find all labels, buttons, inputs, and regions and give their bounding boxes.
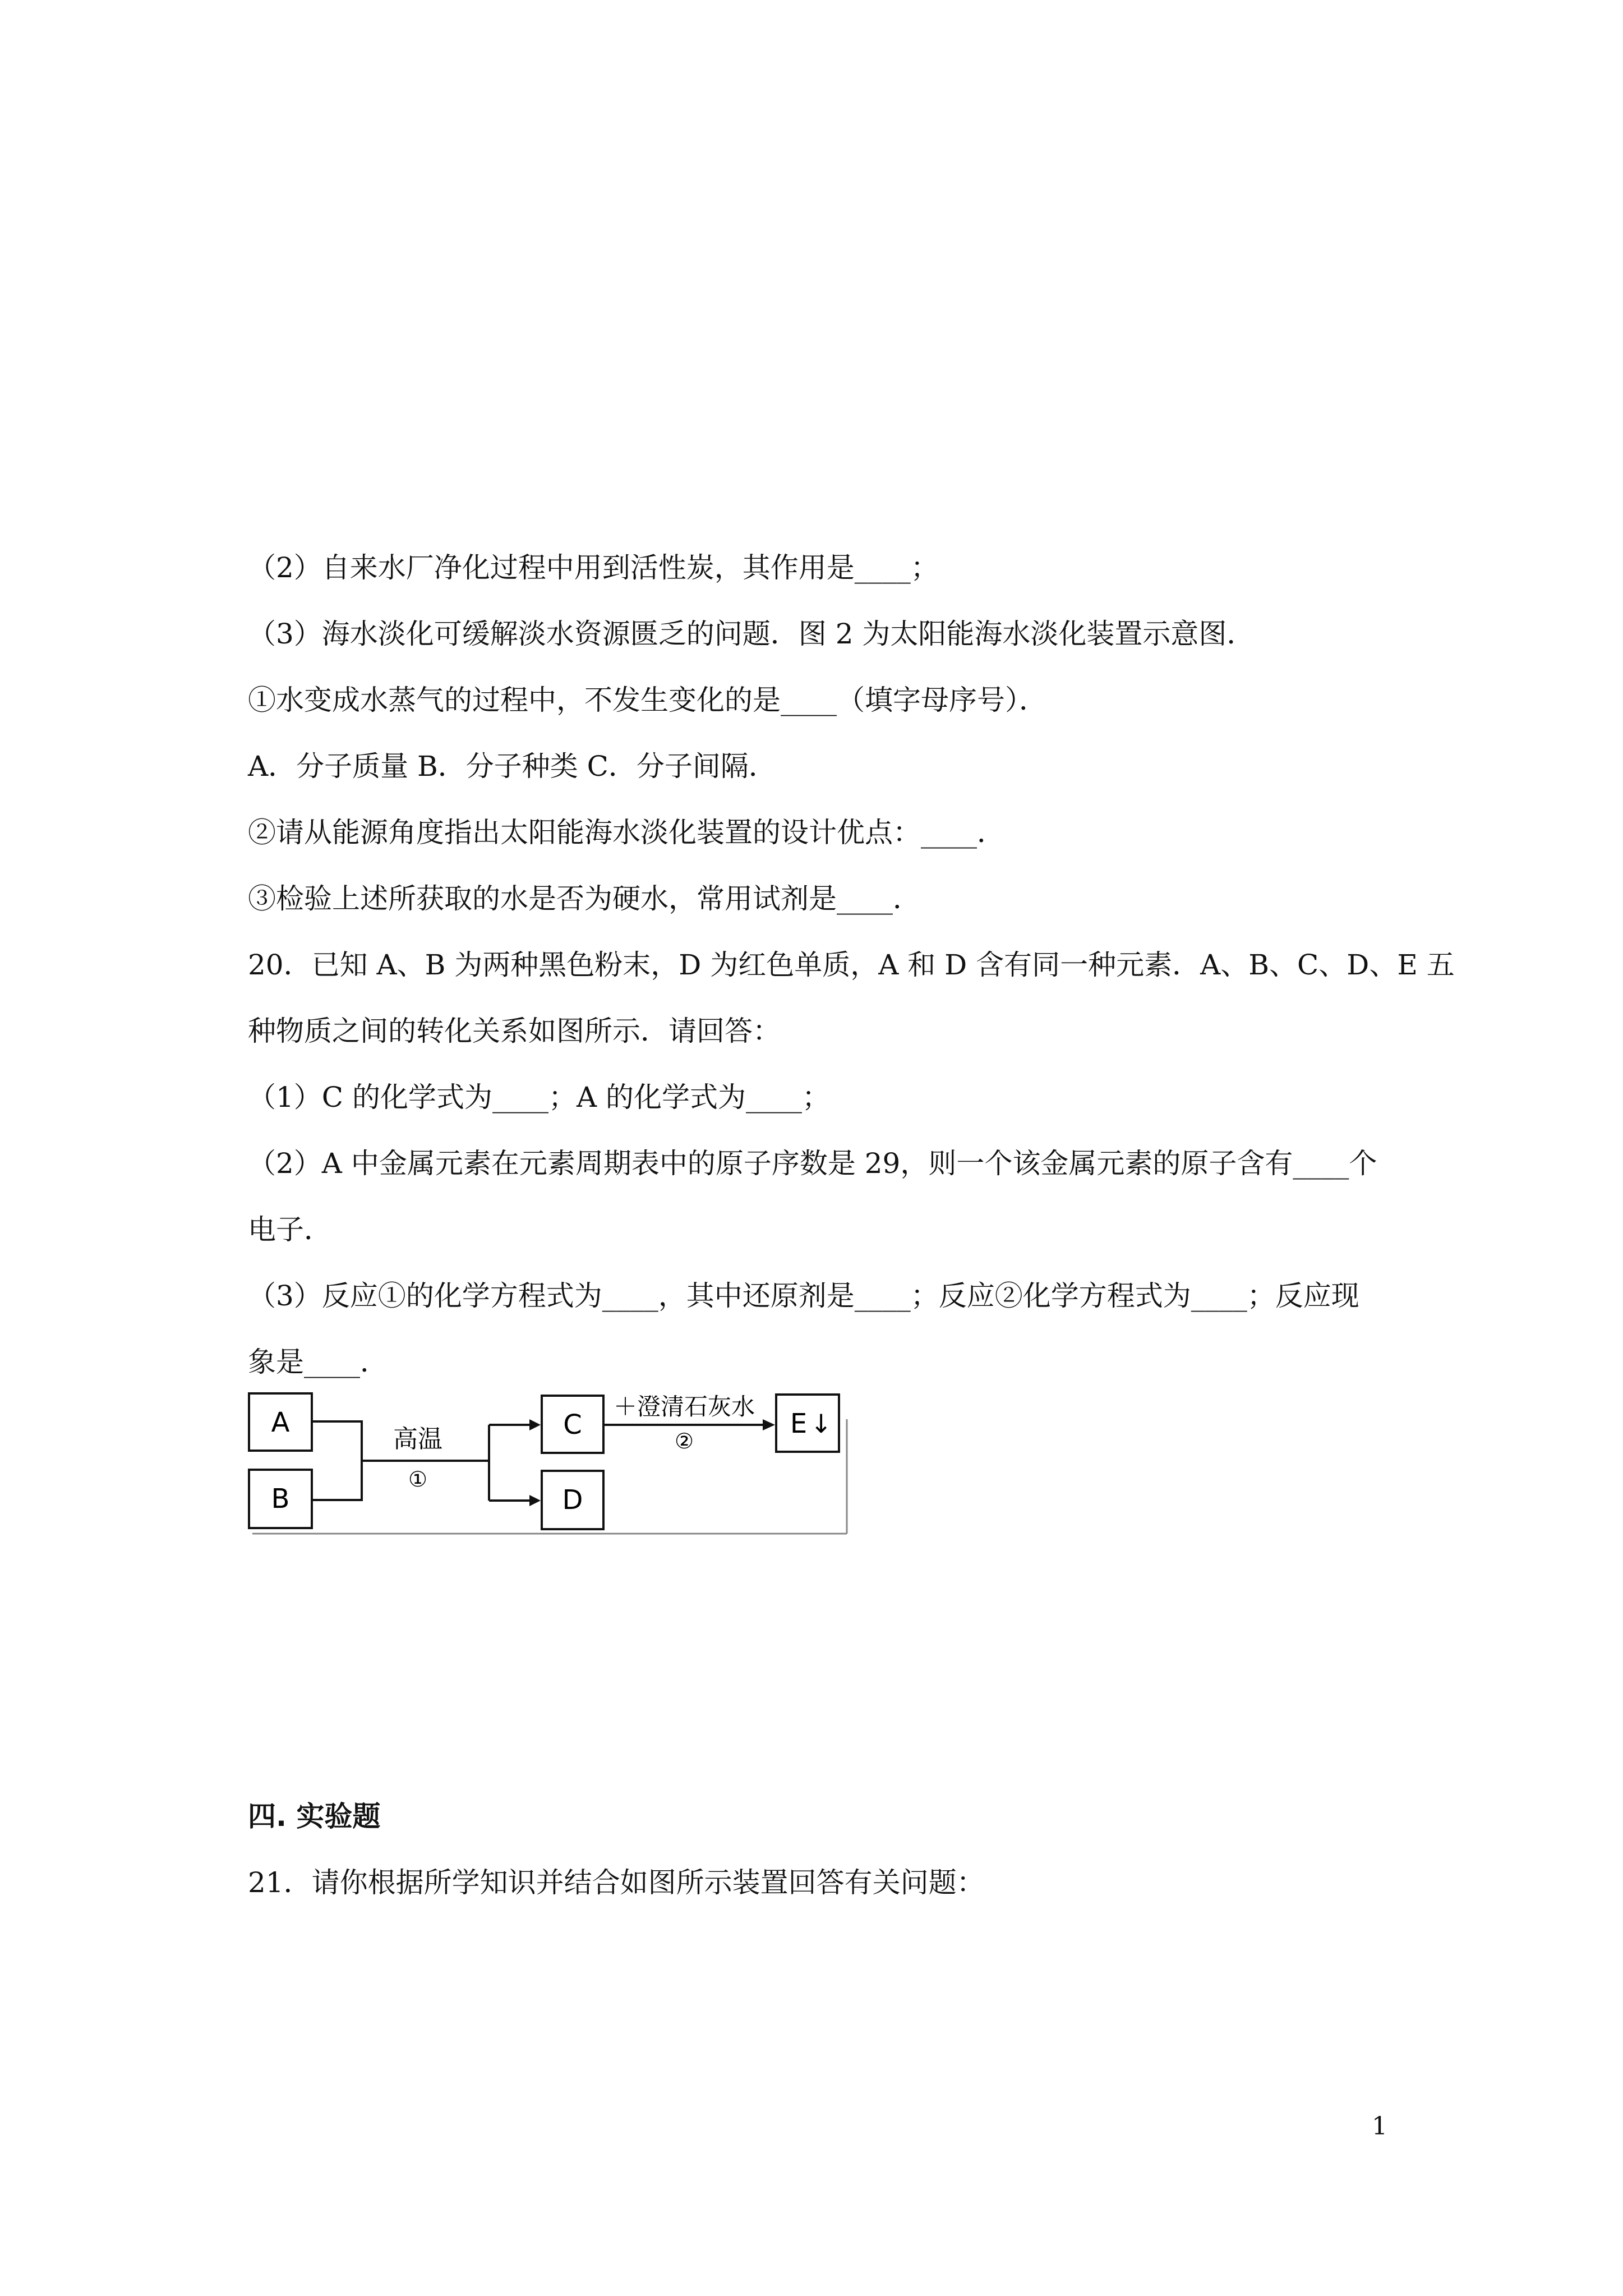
box-a-label: A xyxy=(271,1407,290,1438)
box-b-label: B xyxy=(271,1483,290,1515)
condition-1-text: 高温 xyxy=(393,1425,442,1453)
arrow-to-d-head xyxy=(529,1495,541,1506)
q20-part2-line2: 电子． xyxy=(248,1213,332,1246)
question-21-stem: 21．请你根据所学知识并结合如图所示装置回答有关问题： xyxy=(248,1866,985,1899)
condition-2-text: ＋澄清石灰水 xyxy=(613,1393,755,1420)
q20-stem-line2: 种物质之间的转化关系如图所示．请回答： xyxy=(248,1015,781,1047)
q19-part3-sub3: ③检验上述所获取的水是否为硬水，常用试剂是____． xyxy=(248,882,921,915)
q20-part2-line1: （2）A 中金属元素在元素周期表中的原子序数是 29，则一个该金属元素的原子含有____个 xyxy=(248,1147,1377,1180)
q19-part3-sub2: ②请从能源角度指出太阳能海水淡化装置的设计优点：____． xyxy=(248,816,1005,849)
q20-part3-line1: （3）反应①的化学方程式为____，其中还原剂是____；反应②化学方程式为____；反应现 xyxy=(248,1280,1359,1312)
q20-stem-line1: 20．已知 A、B 为两种黑色粉末，D 为红色单质，A 和 D 含有同一种元素．A、B、C、D、E 五 xyxy=(248,949,1455,981)
reaction-2-number: ② xyxy=(674,1429,694,1453)
conversion-diagram xyxy=(247,1386,852,1537)
q19-part3: （3）海水淡化可缓解淡水资源匮乏的问题．图 2 为太阳能海水淡化装置示意图． xyxy=(248,618,1255,650)
q20-part3-line2: 象是____． xyxy=(248,1346,388,1378)
box-d-label: D xyxy=(562,1484,583,1516)
box-e-label: E xyxy=(790,1408,808,1439)
page-number: 1 xyxy=(1372,2112,1387,2141)
q19-part2: （2）自来水厂净化过程中用到活性炭，其作用是____； xyxy=(248,551,939,584)
box-c-label: C xyxy=(563,1409,582,1441)
arrow-to-c-head xyxy=(529,1419,541,1430)
reaction-1-number: ① xyxy=(408,1467,428,1492)
precipitate-arrow: ↓ xyxy=(810,1409,832,1439)
q20-part1: （1）C 的化学式为____；A 的化学式为____； xyxy=(248,1081,830,1114)
q19-part3-options: A．分子质量 B．分子种类 C．分子间隔． xyxy=(248,750,777,783)
reaction-2-arrow-head xyxy=(763,1419,775,1430)
ab-bracket xyxy=(312,1421,362,1500)
section-heading: 四. 实验题 xyxy=(248,1800,381,1833)
q19-part3-sub1: ①水变成水蒸气的过程中，不发生变化的是____（填字母序号）． xyxy=(248,684,1047,716)
